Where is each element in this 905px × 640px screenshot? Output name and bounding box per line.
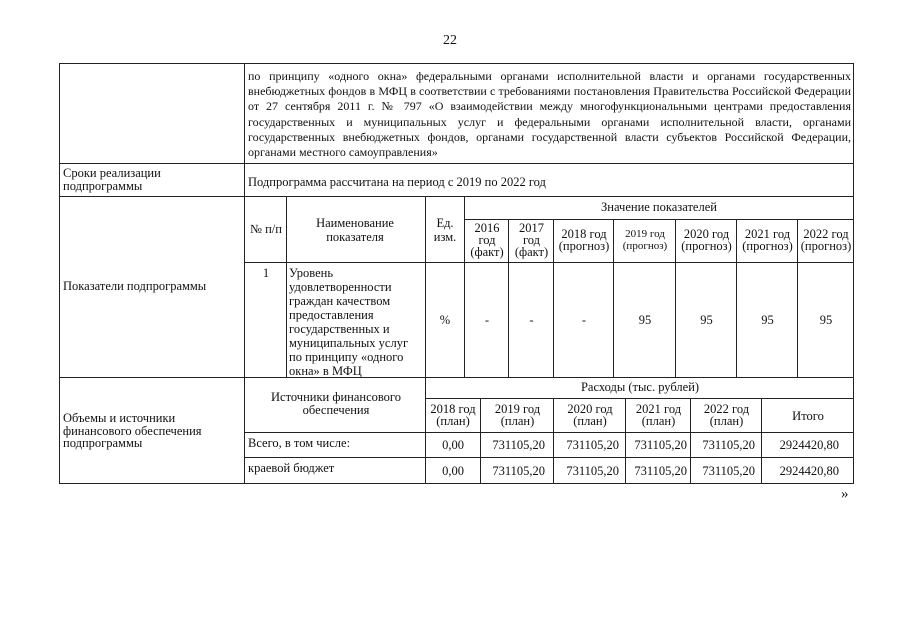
finance-cell: 731105,20 [566,438,619,452]
finance-cell: 731105,20 [702,464,755,478]
indicators-label: Показатели подпрограммы [63,279,207,293]
finance-cell: 731105,20 [492,464,545,478]
finance-row-divider [244,457,854,458]
intro-text: по принципу «одного окна» федеральными органами исполнительной власти и органами государственных внебюджетных фондов в МФЦ в соответствии с требованиями постановления Правительства Российской Федерации от 27 сентября 2011 г. № 797 «О взаимодействии между многофункциональными центрами предоставления государственных и муниципальных услуг и федеральными органами исполнительной власти, органами государственных внебюджетных фондов, органами государственной власти субъектов Российской Федерации, органами местного самоуправления» [248,69,851,160]
row-value: 95 [638,313,652,327]
indicators-col-line [675,219,676,377]
finance-cell: 0,00 [442,464,464,478]
finance-cell: 731105,20 [566,464,619,478]
finance-cell: 2924420,80 [779,438,839,452]
finance-col-line [761,398,762,484]
finance-col-line [553,398,554,484]
divider-period [59,196,854,197]
period-value: Подпрограмма рассчитана на период с 2019 по 2022 год [248,175,546,189]
indicators-col-line [736,219,737,377]
row-value: - [581,313,587,327]
indicators-col-line [797,219,798,377]
finance-col-header: Итого [792,409,824,423]
header-num: № п/п [250,222,282,236]
finance-row-name: краевой бюджет [248,461,335,475]
finance-cell: 731105,20 [634,438,687,452]
header-year: 2021 год (прогноз) [742,227,793,253]
period-label: Сроки реализации подпрограммы [63,166,161,193]
finance-col-line [625,398,626,484]
finance-cell: 731105,20 [702,438,755,452]
finance-cell: 731105,20 [492,438,545,452]
finance-group-underline [425,398,854,399]
finance-col-header: 2021 год (план) [635,402,682,428]
row-num: 1 [262,266,270,280]
finance-header-bottom [244,432,854,433]
row-value: - [484,313,490,327]
table-border-left [59,63,60,484]
row-value: 95 [819,313,833,327]
header-values-group: Значение показателей [601,200,717,214]
row-value: - [529,313,534,327]
indicators-col-line [508,219,509,377]
finance-col-line [690,398,691,484]
finance-col-header: 2020 год (план) [567,402,613,428]
row-unit: % [439,313,451,327]
row-value: 95 [700,313,713,327]
indicators-header-bottom [244,262,854,263]
closing-quote-mark: » [841,486,849,502]
finance-col-header: 2018 год (план) [430,402,476,428]
header-name: Наименование показателя [316,216,394,244]
finance-col-header: 2019 год (план) [494,402,541,428]
indicators-col-line [553,219,554,377]
table-border-top [59,63,854,64]
finance-sources-header: Источники финансового обеспечения [271,390,401,417]
finance-col-line [480,398,481,484]
header-year: 2022 год (прогноз) [800,227,852,253]
header-year: 2018 год (прогноз) [558,227,610,253]
indicators-group-underline [464,219,854,220]
page-number: 22 [443,33,457,48]
indicators-col-line [613,219,614,377]
header-unit: Ед. изм. [433,216,457,244]
finance-cell: 0,00 [442,438,464,452]
finance-col-header: 2022 год (план) [703,402,750,428]
table-border-right [853,63,854,484]
header-year: 2017 год (факт) [514,221,549,259]
finance-row-name: Всего, в том числе: [248,436,351,450]
row-value: 95 [761,313,774,327]
finance-group-header: Расходы (тыс. рублей) [580,380,700,394]
table-border-bottom [59,483,854,484]
indicators-col-line [464,196,465,377]
finance-cell: 731105,20 [634,464,687,478]
label-column-divider [244,63,245,484]
indicators-col-line [286,196,287,377]
finance-label: Объемы и источники финансового обеспечения подпрограммы [63,411,202,450]
header-year: 2019 год (прогноз) [622,228,668,252]
divider-intro [59,163,854,164]
finance-cell: 2924420,80 [779,464,839,478]
divider-indicators [59,377,854,378]
header-year: 2020 год (прогноз) [681,227,732,253]
header-year: 2016 год (факт) [470,221,504,259]
row-name: Уровень удовлетворенности граждан качеством предоставления государственных и муниципальных услуг по принципу «одного окна» в МФЦ [289,266,409,378]
